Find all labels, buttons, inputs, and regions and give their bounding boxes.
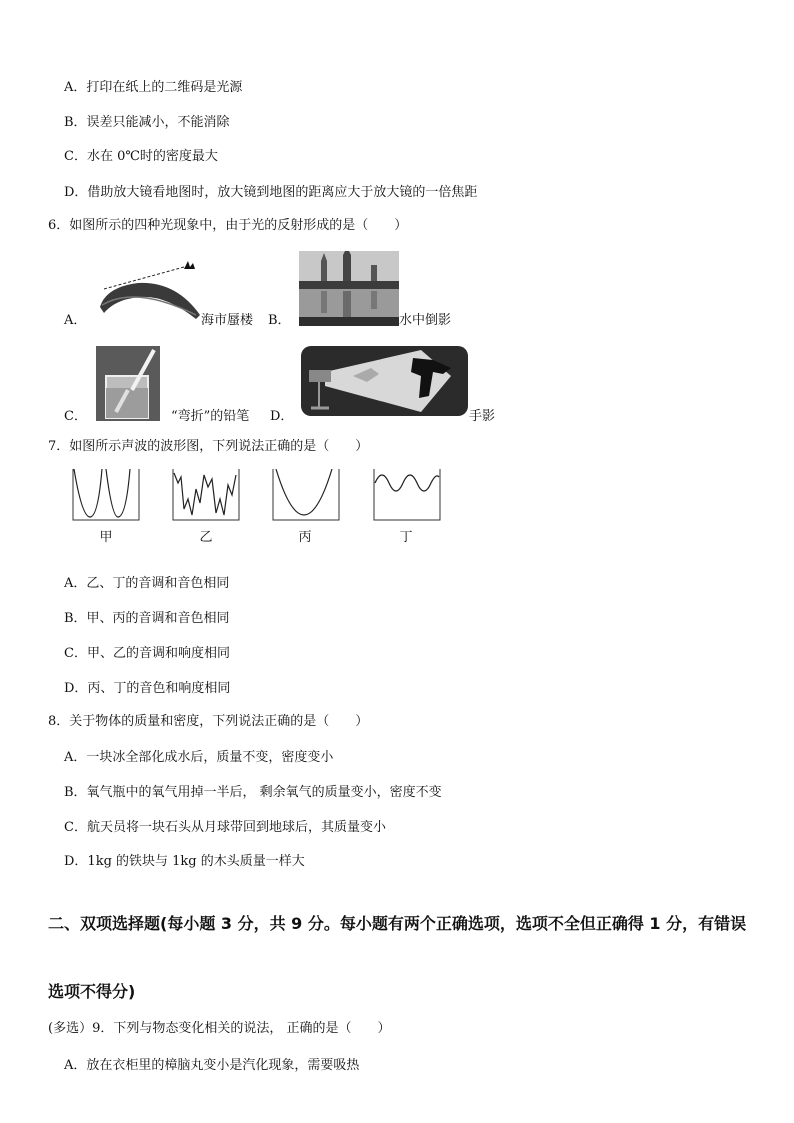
q8-option-c: C．航天员将一块石头从月球带回到地球后，其质量变小 xyxy=(64,820,386,835)
waveform-label-jia: 甲 xyxy=(99,530,113,545)
waveform-bing xyxy=(272,469,340,521)
q8-stem: 8．关于物体的质量和密度，下列说法正确的是（ ） xyxy=(48,714,369,729)
q6-option-a-letter: A． xyxy=(64,313,87,328)
q5-option-d: D．借助放大镜看地图时，放大镜到地图的距离应大于放大镜的一倍焦距 xyxy=(64,185,478,200)
section-heading-line2: 选项不得分) xyxy=(48,982,136,1001)
q6-option-b-caption: 水中倒影 xyxy=(399,313,452,328)
waveform-label-ding: 丁 xyxy=(399,530,413,545)
hand-shadow-figure xyxy=(301,346,468,416)
q7-option-c: C．甲、乙的音调和响度相同 xyxy=(64,646,230,661)
mirage-figure xyxy=(96,255,206,325)
q6-stem: 6．如图所示的四种光现象中，由于光的反射形成的是（ ） xyxy=(48,218,408,233)
q8-option-a: A．一块冰全部化成水后，质量不变，密度变小 xyxy=(64,750,334,765)
q6-option-c-caption: “弯折”的铅笔 xyxy=(171,409,250,424)
waveform-label-bing: 丙 xyxy=(298,530,312,545)
waveform-jia xyxy=(72,469,140,521)
q6-option-c-letter: C． xyxy=(64,409,87,424)
water-reflection-figure xyxy=(299,251,399,326)
waveform-ding xyxy=(373,469,441,521)
q6-option-d-caption: 手影 xyxy=(469,409,496,424)
q7-option-a: A．乙、丁的音调和音色相同 xyxy=(64,576,230,591)
q5-option-b: B．误差只能减小，不能消除 xyxy=(64,115,230,130)
q9-option-a: A．放在衣柜里的樟脑丸变小是汽化现象，需要吸热 xyxy=(64,1058,360,1073)
q5-option-c: C．水在 0℃时的密度最大 xyxy=(64,149,218,164)
q6-option-a-caption: 海市蜃楼 xyxy=(201,313,254,328)
section-heading-line1: 二、双项选择题(每小题 3 分，共 9 分。每小题有两个正确选项，选项不全但正确得 1 分，有错误 xyxy=(48,914,747,933)
q7-option-b: B．甲、丙的音调和音色相同 xyxy=(64,611,230,626)
q9-stem: (多选）9．下列与物态变化相关的说法， 正确的是（ ） xyxy=(48,1021,391,1036)
q8-option-d: D．1kg 的铁块与 1kg 的木头质量一样大 xyxy=(64,854,305,869)
waveform-yi xyxy=(172,469,240,521)
q7-option-d: D．丙、丁的音色和响度相同 xyxy=(64,681,231,696)
q6-option-b-letter: B． xyxy=(268,313,291,328)
q5-option-a: A．打印在纸上的二维码是光源 xyxy=(64,80,243,95)
q6-option-d-letter: D． xyxy=(270,409,294,424)
q8-option-b: B．氧气瓶中的氧气用掉一半后， 剩余氧气的质量变小，密度不变 xyxy=(64,785,442,800)
q7-stem: 7．如图所示声波的波形图，下列说法正确的是（ ） xyxy=(48,439,369,454)
waveform-label-yi: 乙 xyxy=(199,530,213,545)
bent-pencil-figure xyxy=(96,346,160,421)
